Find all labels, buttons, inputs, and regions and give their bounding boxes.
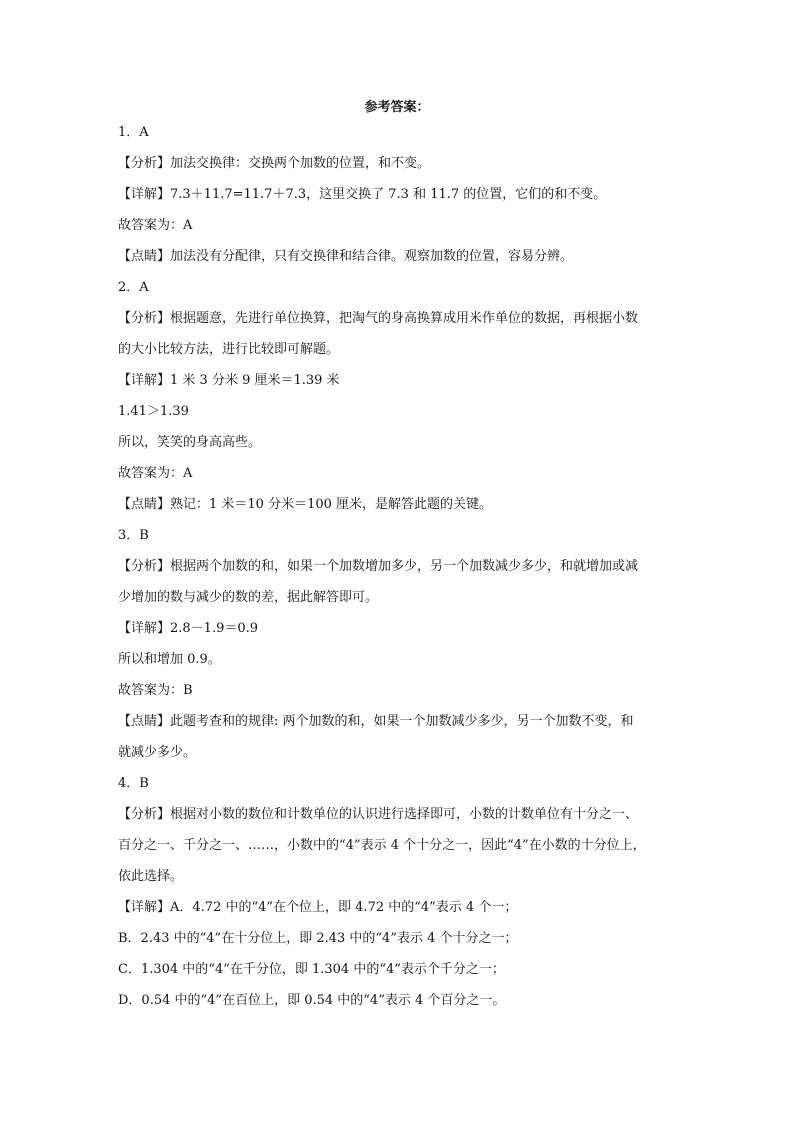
answer-3-analysis-cont: 少增加的数与减少的数的差，据此解答即可。 (118, 590, 379, 605)
answer-2-analysis-cont: 的大小比较方法，进行比较即可解题。 (118, 342, 340, 357)
answer-4-heading: 4．B (118, 776, 149, 791)
answer-2-tip: 【点睛】熟记：1 米＝10 分米＝100 厘米，是解答此题的关键。 (118, 497, 493, 512)
answer-2-conclusion: 所以，笑笑的身高高些。 (118, 435, 262, 450)
answer-content (118, 121, 686, 1020)
answer-4-detail-c: C．1.304 中的“4”在千分位，即 1.304 中的“4”表示个千分之一； (118, 962, 505, 977)
answer-2-compare: 1.41＞1.39 (118, 404, 189, 419)
answer-4-detail-d: D．0.54 中的“4”在百位上，即 0.54 中的“4”表示 4 个百分之一。 (118, 993, 506, 1008)
answer-1-result: 故答案为：A (118, 218, 193, 233)
answer-2-detail: 【详解】1 米 3 分米 9 厘米＝1.39 米 (118, 373, 340, 388)
answer-4-detail-a: 【详解】A．4.72 中的“4”在个位上，即 4.72 中的“4”表示 4 个一； (118, 900, 518, 915)
answer-1-analysis: 【分析】加法交换律：交换两个加数的位置，和不变。 (118, 156, 431, 171)
answer-3-conclusion: 所以和增加 0.9。 (118, 652, 221, 667)
answer-4-analysis: 【分析】根据对小数的数位和计数单位的认识进行选择即可，小数的计数单位有十分之一、 (118, 807, 639, 822)
page-title: 参考答案： (364, 100, 430, 115)
answer-1-tip: 【点睛】加法没有分配律，只有交换律和结合律。观察加数的位置，容易分辨。 (118, 249, 574, 264)
answer-3-analysis: 【分析】根据两个加数的和，如果一个加数增加多少，另一个加数减少多少，和就增加或减 (118, 559, 639, 574)
answer-1-detail: 【详解】7.3＋11.7=11.7＋7.3，这里交换了 7.3 和 11.7 的位置，它们的和不变。 (118, 187, 607, 202)
answer-4-detail-b: B．2.43 中的“4”在十分位上，即 2.43 中的“4”表示 4 个十分之一； (118, 931, 518, 946)
answer-1-heading: 1．A (118, 125, 149, 140)
answer-2-heading: 2．A (118, 280, 149, 295)
answer-3-heading: 3．B (118, 528, 149, 543)
answer-3-result: 故答案为：B (118, 683, 193, 698)
answer-2-analysis: 【分析】根据题意，先进行单位换算，把淘气的身高换算成用米作单位的数据，再根据小数 (118, 311, 639, 326)
answer-3-tip-cont: 就减少多少。 (118, 745, 197, 760)
answer-3-detail: 【详解】2.8－1.9＝0.9 (118, 621, 259, 636)
answer-4-analysis-cont-2: 依此选择。 (118, 869, 184, 884)
answer-4-analysis-cont: 百分之一、千分之一、……，小数中的“4”表示 4 个十分之一，因此“4”在小数的十分位上， (118, 838, 646, 853)
answer-2-result: 故答案为：A (118, 466, 193, 481)
answer-3-tip: 【点睛】此题考查和的规律: 两个加数的和，如果一个加数减少多少，另一个加数不变，和 (118, 714, 634, 729)
